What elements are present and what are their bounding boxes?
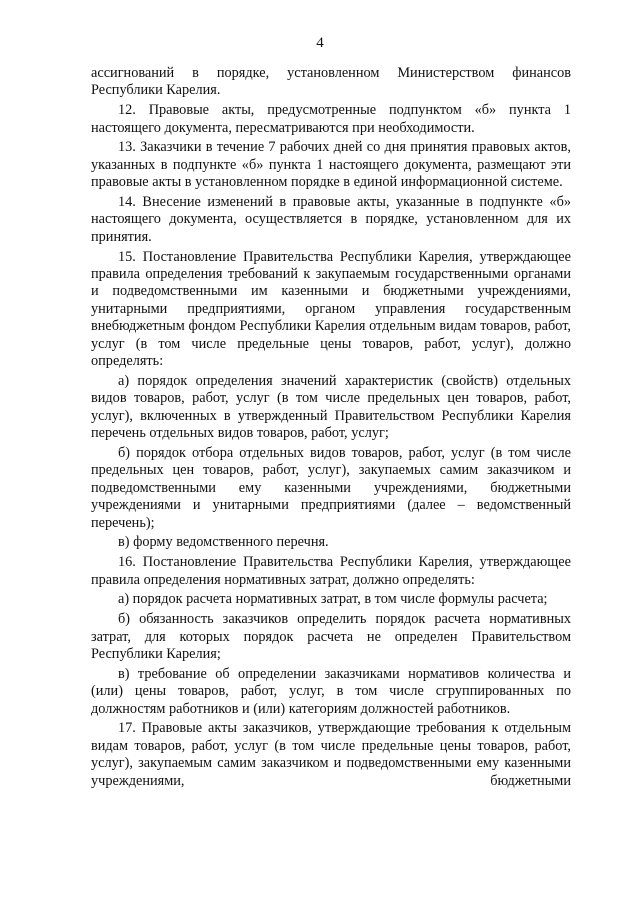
- page-number: 4: [316, 35, 324, 51]
- paragraph: 12. Правовые акты, предусмотренные подпунктом «б» пункта 1 настоящего документа, пересматриваются при необходимости.: [91, 102, 571, 136]
- paragraph: б) порядок отбора отдельных видов товаров, работ, услуг (в том числе предельных цен товаров, работ, услуг), закупаемых самим заказчиком и подведомственными ему казенными учреждениями, бюджетными учреждениями и унитарными предприятиями (далее – ведомственный перечень);: [91, 444, 571, 531]
- paragraph: б) обязанность заказчиков определить порядок расчета нормативных затрат, для которых порядок расчета не определен Правительством Республики Карелия;: [91, 611, 571, 662]
- paragraph: 15. Постановление Правительства Республики Карелия, утверждающее правила определения требований к закупаемым государственными органами и подведомственными им казенными и бюджетными учреждениями, унитарными предприятиями, органом управления государственным внебюджетным фондом Республики Карелия отдельным видам товаров, работ, услуг (в том числе предельные цены товаров, работ, услуг), должно определять:: [91, 248, 571, 370]
- paragraph: 17. Правовые акты заказчиков, утверждающие требования к отдельным видам товаров, работ, услуг (в том числе предельные цены товаров, работ, услуг), закупаемым самим заказчиком и подведомственными ему казенными учреждениями, бюджетными: [91, 720, 571, 789]
- paragraph: в) требование об определении заказчиками нормативов количества и (или) цены товаров, работ, услуг, в том числе сгруппированных по должностям работников и (или) категориям должностей работников.: [91, 665, 571, 717]
- paragraph: в) форму ведомственного перечня.: [118, 534, 329, 551]
- document-body: [91, 65, 571, 792]
- paragraph: 14. Внесение изменений в правовые акты, указанные в подпункте «б» настоящего документа, осуществляется в порядке, установленном для их принятия.: [91, 194, 571, 245]
- paragraph: 13. Заказчики в течение 7 рабочих дней со дня принятия правовых актов, указанных в подпункте «б» пункта 1 настоящего документа, размещают эти правовые акты в установленном порядке в единой информационной системе.: [91, 139, 571, 191]
- paragraph: 16. Постановление Правительства Республики Карелия, утверждающее правила определения нормативных затрат, должно определять:: [91, 554, 571, 588]
- paragraph: а) порядок определения значений характеристик (свойств) отдельных видов товаров, работ, услуг (в том числе предельных цен товаров, работ, услуг), включенных в утвержденный Правительством Республики Карелия перечень отдельных видов товаров, работ, услуг;: [91, 372, 571, 442]
- paragraph: ассигнований в порядке, установленном Министерством финансов Республики Карелия.: [91, 65, 571, 99]
- paragraph: а) порядок расчета нормативных затрат, в том числе формулы расчета;: [118, 591, 548, 608]
